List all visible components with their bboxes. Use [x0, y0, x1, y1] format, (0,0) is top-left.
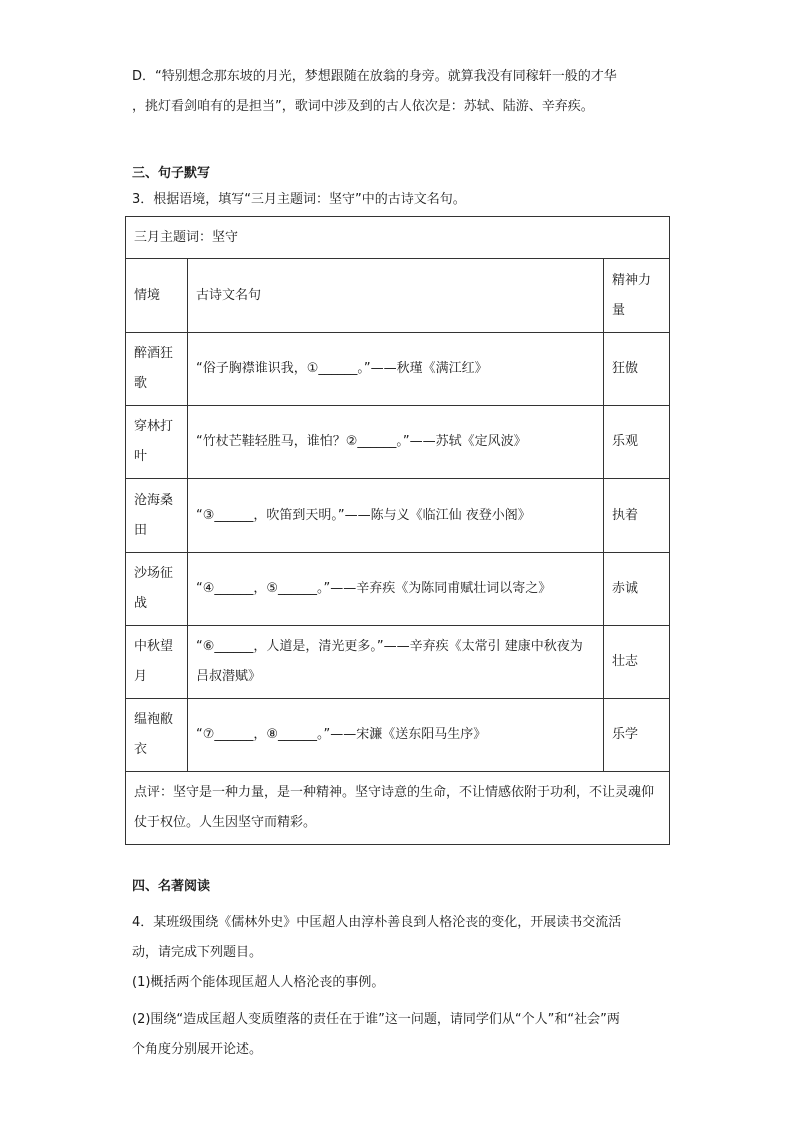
table-comment: 点评：坚守是一种力量，是一种精神。坚守诗意的生命，不让情感依附于功利，不让灵魂仰仗于权位。人生因坚守而精彩。: [126, 772, 670, 845]
row-spirit: 赤诚: [604, 553, 670, 626]
row-context: 缊袍敝衣: [126, 699, 188, 772]
sub-question-2-line-1: (2)围绕“造成匡超人变质堕落的责任在于谁”这一问题，请同学们从“个人”和“社会”两: [132, 1012, 620, 1027]
question-3-text: 3．根据语境，填写“三月主题词：坚守”中的古诗文名句。: [132, 192, 466, 207]
row-spirit: 狂傲: [604, 333, 670, 406]
section-3-heading: 三、句子默写: [132, 166, 211, 181]
option-d-line-1: D．“特别想念那东坡的月光，梦想跟随在放翁的身旁。就算我没有同稼轩一般的才华: [132, 69, 617, 84]
row-spirit: 执着: [604, 479, 670, 553]
table-row: [126, 479, 670, 553]
row-context: 沧海桑田: [126, 479, 188, 553]
table-row: [126, 553, 670, 626]
row-spirit: 乐学: [604, 699, 670, 772]
row-context: 沙场征战: [126, 553, 188, 626]
poem-table: [125, 216, 670, 845]
question-4-line-2: 动，请完成下列题目。: [132, 945, 263, 960]
sub-question-1: (1)概括两个能体现匡超人人格沦丧的事例。: [132, 975, 385, 990]
row-spirit: 壮志: [604, 626, 670, 699]
table-row: [126, 406, 670, 479]
row-context: 穿林打叶: [126, 406, 188, 479]
table-row: [126, 699, 670, 772]
row-context: 中秋望月: [126, 626, 188, 699]
table-row: [126, 626, 670, 699]
row-context: 醉酒狂歌: [126, 333, 188, 406]
row-quote[interactable]: “俗子胸襟谁识我，①______。”——秋瑾《满江红》: [188, 333, 604, 406]
option-d-line-2: ，挑灯看剑咱有的是担当”，歌词中涉及到的古人依次是：苏轼、陆游、辛弃疾。: [132, 99, 594, 114]
row-quote[interactable]: “⑥______，人道是，清光更多。”——辛弃疾《太常引 建康中秋夜为吕叔潜赋》: [188, 626, 604, 699]
table-row: [126, 333, 670, 406]
row-quote[interactable]: “④______，⑤______。”——辛弃疾《为陈同甫赋壮词以寄之》: [188, 553, 604, 626]
row-quote[interactable]: “竹杖芒鞋轻胜马，谁怕？②______。”——苏轼《定风波》: [188, 406, 604, 479]
header-quote: 古诗文名句: [188, 259, 604, 333]
header-spirit: 精神力量: [604, 259, 670, 333]
sub-question-2-line-2: 个角度分别展开论述。: [132, 1042, 263, 1057]
table-title: 三月主题词：坚守: [126, 217, 670, 259]
row-quote[interactable]: “③______，吹笛到天明。”——陈与义《临江仙 夜登小阁》: [188, 479, 604, 553]
section-4-heading: 四、名著阅读: [132, 879, 211, 894]
header-context: 情境: [126, 259, 188, 333]
question-4-line-1: 4．某班级围绕《儒林外史》中匡超人由淳朴善良到人格沦丧的变化，开展读书交流活: [132, 915, 622, 930]
row-quote[interactable]: “⑦______，⑧______。”——宋濂《送东阳马生序》: [188, 699, 604, 772]
row-spirit: 乐观: [604, 406, 670, 479]
